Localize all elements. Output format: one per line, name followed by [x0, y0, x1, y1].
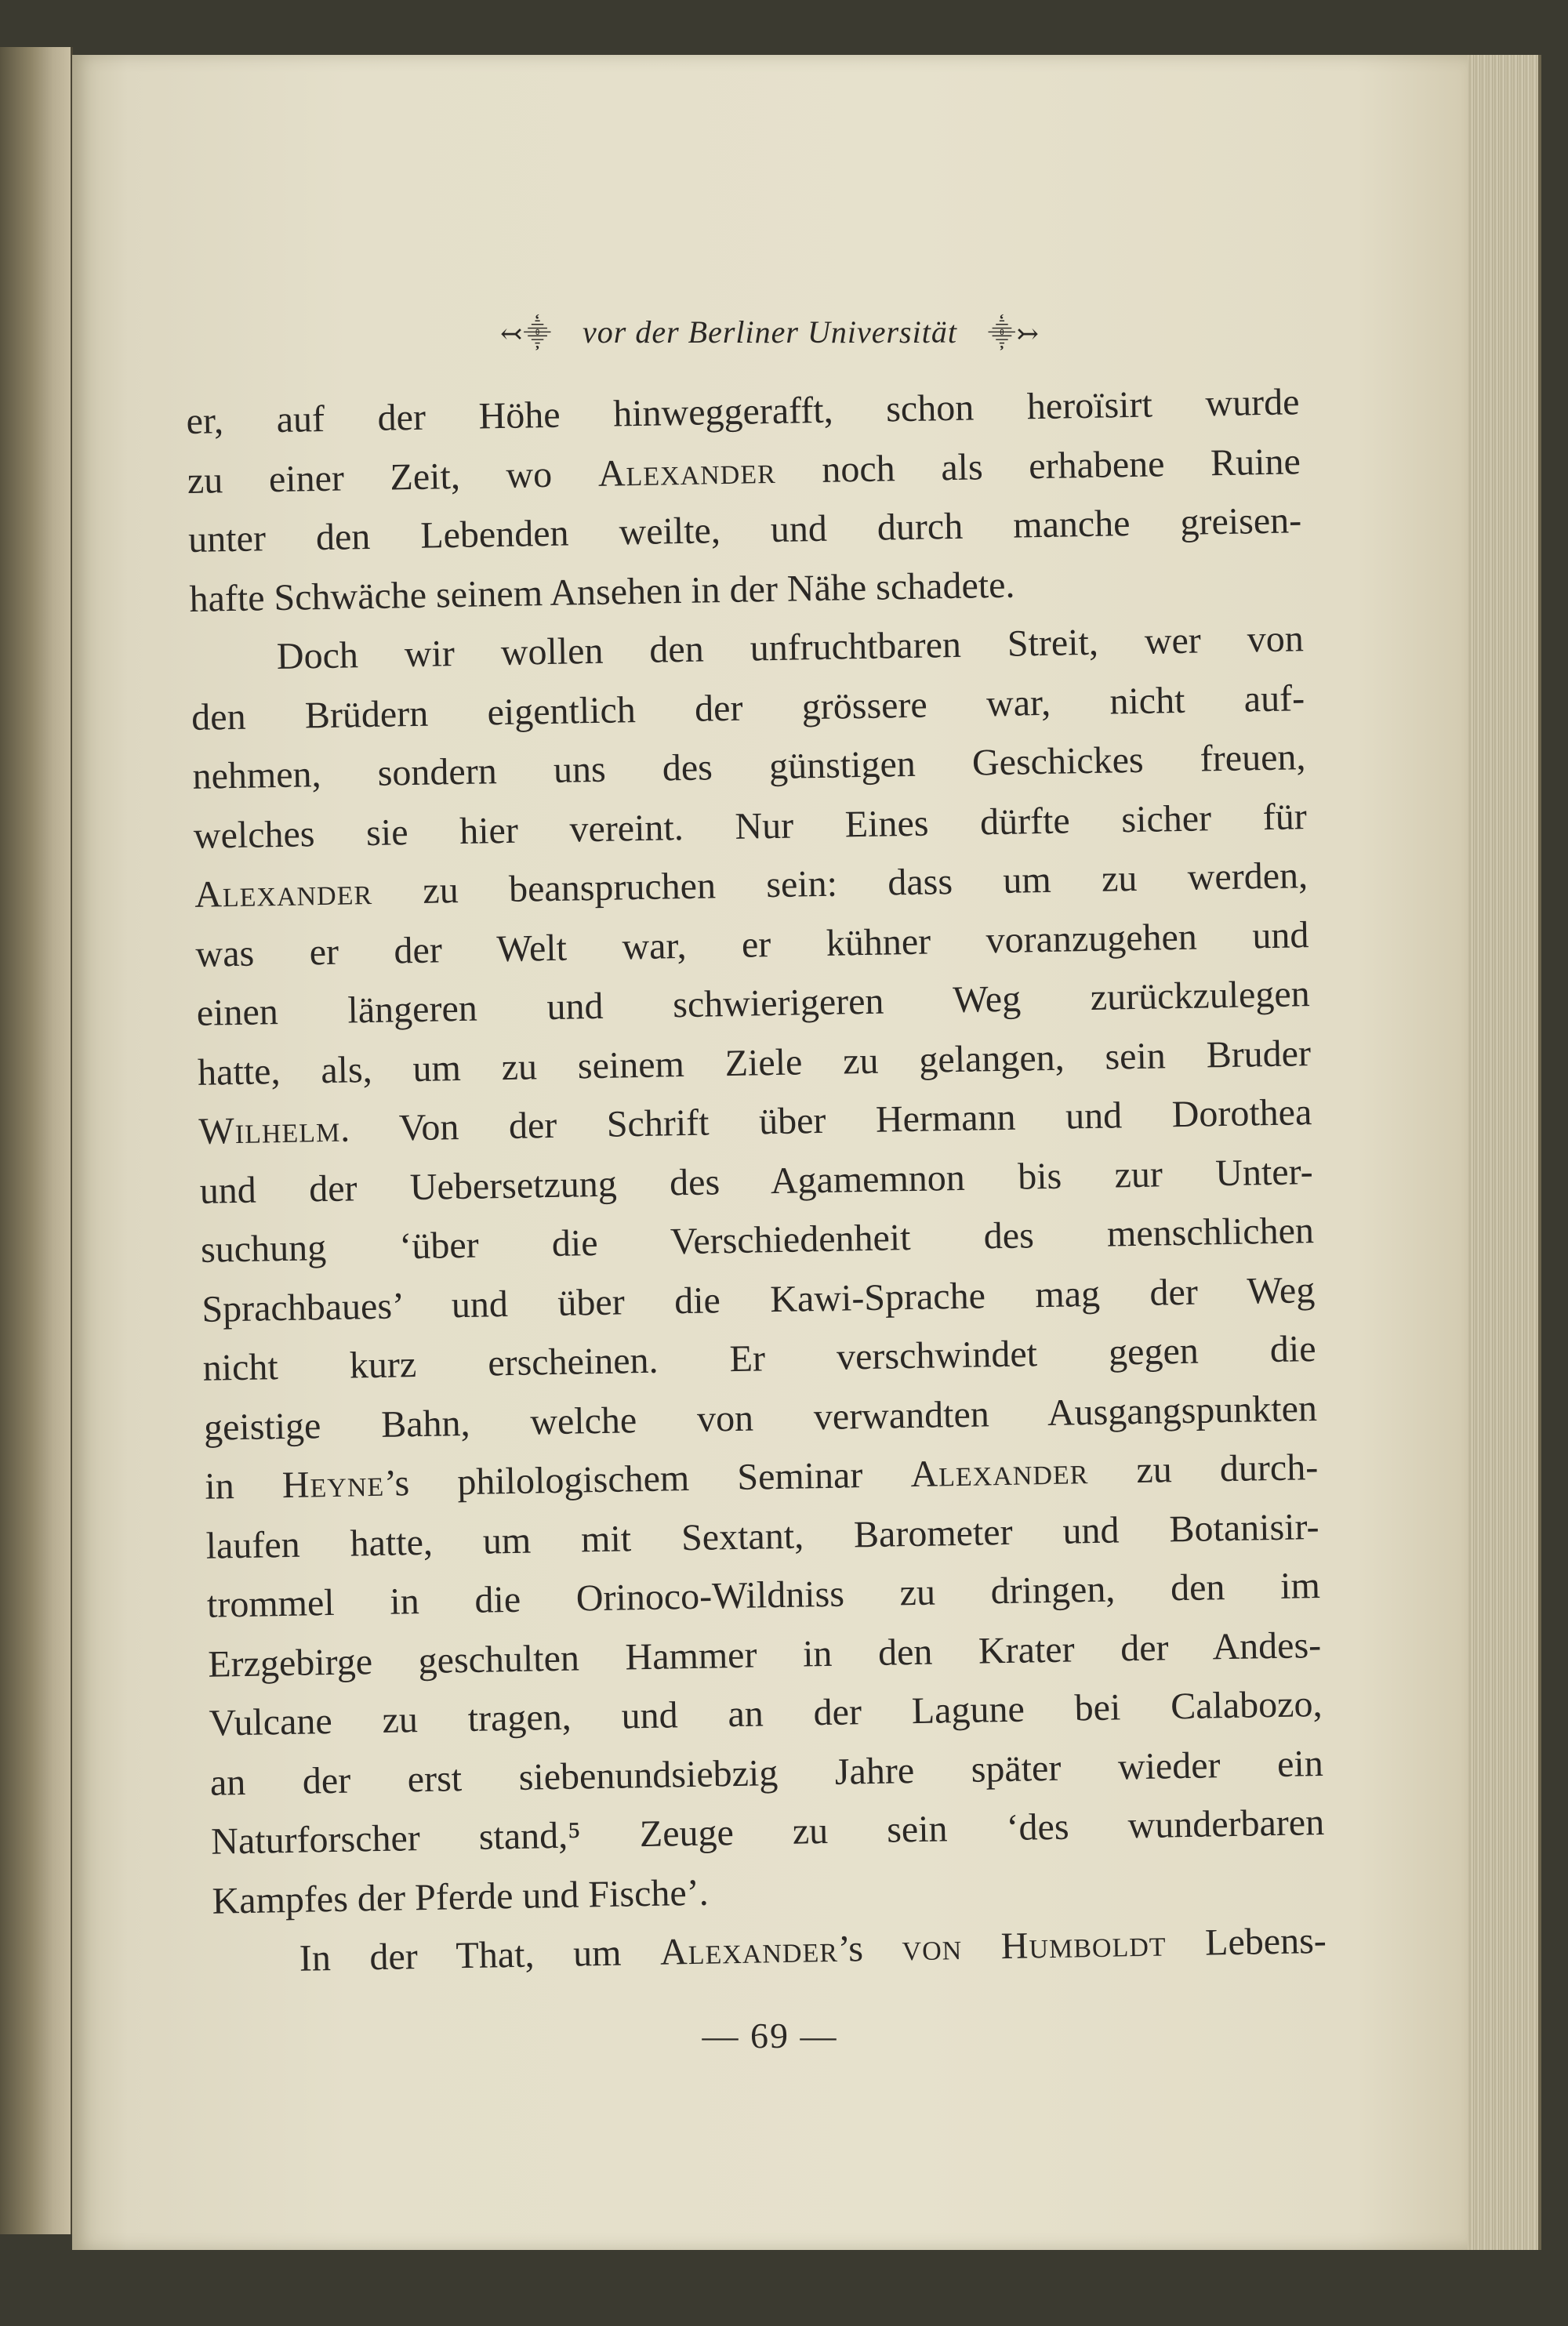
text-line: den Brüdern eigentlich der grössere war, nicht auf- — [191, 677, 1305, 738]
body-text — [186, 372, 1327, 1990]
text-line: an der erst siebenundsiebzig Jahre später wieder ein — [209, 1742, 1324, 1804]
text-line: hatte, als, um zu seinem Ziele zu gelangen, sein Bruder — [197, 1032, 1312, 1094]
text-line: Wilhelm. Von der Schrift über Hermann und Dorothea — [198, 1091, 1312, 1152]
page-stack-edge — [1468, 55, 1541, 2250]
text-line: hafte Schwäche seinem Ansehen in der Nähe schadete. — [189, 564, 1015, 620]
running-head-title: vor der Berliner Universität — [583, 314, 957, 350]
text-line: Doch wir wollen den unfruchtbaren Streit, wer von — [276, 618, 1305, 678]
text-line: Sprachbaues’ und über die Kawi-Sprache mag der Weg — [201, 1268, 1316, 1330]
text-line: geistige Bahn, welche von verwandten Ausgangspunkten — [203, 1387, 1318, 1449]
text-line: suchung ‘über die Verschiedenheit des menschlichen — [200, 1210, 1315, 1271]
text-line: Erzgebirge geschulten Hammer in den Krater der Andes- — [207, 1624, 1322, 1686]
text-line: laufen hatte, um mit Sextant, Barometer und Botanisir- — [205, 1505, 1319, 1567]
text-line: Alexander zu beanspruchen sein: dass um zu werden, — [194, 855, 1308, 916]
text-line: unter den Lebenden weilte, und durch manche greisen- — [187, 499, 1302, 561]
text-line: und der Uebersetzung des Agamemnon bis zur Unter- — [199, 1150, 1314, 1212]
text-line: nicht kurz erscheinen. Er verschwindet gegen die — [202, 1328, 1316, 1389]
facing-page-edge — [0, 47, 73, 2234]
text-line: einen längeren und schwierigeren Weg zurückzulegen — [196, 973, 1311, 1034]
text-line: Kampfes der Pferde und Fische’. — [212, 1871, 710, 1922]
text-line: was er der Welt war, er kühner voranzugehen und — [195, 913, 1309, 975]
right-ornament-icon: ⸎↣ — [987, 320, 1040, 349]
text-line: Naturforscher stand,⁵ Zeuge zu sein ‘des wunderbaren — [210, 1801, 1325, 1863]
book-page — [72, 55, 1468, 2250]
text-line: er, auf der Höhe hinweggerafft, schon heroïsirt wurde — [186, 381, 1300, 442]
text-line: trommel in die Orinoco-Wildniss zu dringen, den im — [206, 1564, 1321, 1626]
text-line: zu einer Zeit, wo Alexander noch als erhabene Ruine — [187, 440, 1301, 502]
text-line: in Heyne’s philologischem Seminar Alexander zu durch- — [204, 1446, 1319, 1508]
text-line: In der That, um Alexander’s von Humboldt Lebens- — [299, 1919, 1327, 1979]
running-head — [72, 314, 1468, 350]
page-number: — 69 — — [702, 2016, 838, 2056]
text-line: nehmen, sondern uns des günstigen Geschickes freuen, — [192, 736, 1306, 797]
text-line: Vulcane zu tragen, und an der Lagune bei Calabozo, — [209, 1682, 1323, 1744]
left-ornament-icon: ↢⸎ — [500, 320, 553, 349]
text-line: welches sie hier vereint. Nur Eines dürfte sicher für — [193, 795, 1308, 857]
